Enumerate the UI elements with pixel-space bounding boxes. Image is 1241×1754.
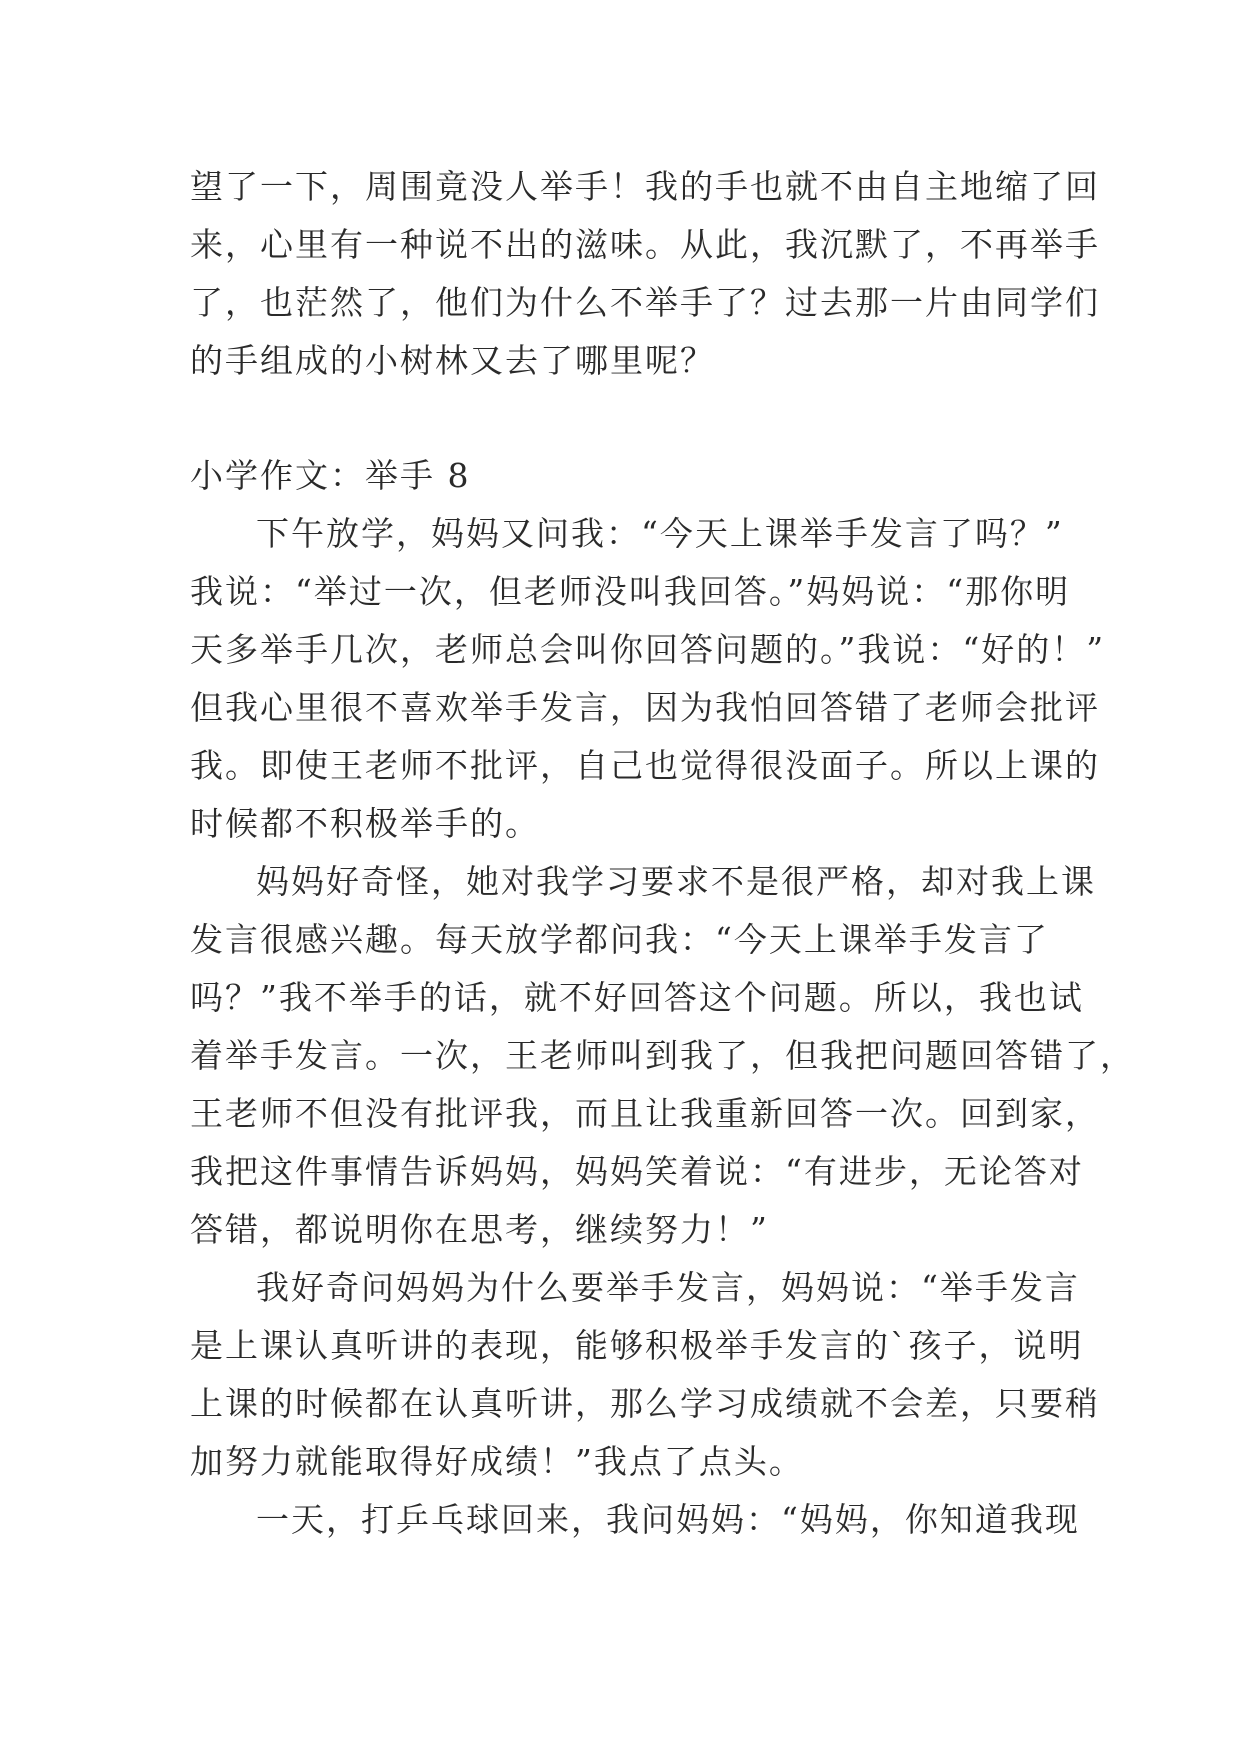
text-line: 着举手发言。一次，王老师叫到我了，但我把问题回答错了， (190, 1036, 1135, 1075)
section-body (190, 505, 1135, 1549)
text-line: 一天，打乒乓球回来，我问妈妈：“妈妈，你知道我现 (256, 1500, 1080, 1539)
paragraph-4 (190, 1491, 1080, 1549)
text-line: 王老师不但没有批评我，而且让我重新回答一次。回到家， (190, 1094, 1100, 1133)
text-line: 妈妈好奇怪，她对我学习要求不是很严格，却对我上课 (256, 862, 1096, 901)
text-line: 的手组成的小树林又去了哪里呢？ (190, 341, 715, 380)
paragraph-3 (190, 1259, 1100, 1491)
text-line: 下午放学，妈妈又问我：“今天上课举手发言了吗？” (256, 514, 1064, 553)
text-line: 望了一下，周围竟没人举手！我的手也就不由自主地缩了回 (190, 167, 1100, 206)
paragraph-1 (190, 505, 1106, 853)
paragraph-2 (190, 853, 1135, 1259)
text-line: 了，也茫然了，他们为什么不举手了？过去那一片由同学们 (190, 283, 1100, 322)
text-line: 天多举手几次，老师总会叫你回答问题的。”我说：“好的！” (190, 630, 1106, 669)
section-heading-block (190, 447, 1060, 505)
text-line: 发言很感兴趣。每天放学都问我：“今天上课举手发言了 (190, 920, 1049, 959)
text-line: 时候都不积极举手的。 (190, 804, 540, 843)
section-heading: 小学作文：举手 8 (190, 456, 471, 495)
text-line: 我。即使王老师不批评，自己也觉得很没面子。所以上课的 (190, 746, 1100, 785)
text-line: 我说：“举过一次，但老师没叫我回答。”妈妈说：“那你明 (190, 572, 1071, 611)
text-line: 但我心里很不喜欢举手发言，因为我怕回答错了老师会批评 (190, 688, 1100, 727)
text-line: 我好奇问妈妈为什么要举手发言，妈妈说：“举手发言 (256, 1268, 1080, 1307)
text-line: 加努力就能取得好成绩！”我点了点头。 (190, 1442, 804, 1481)
text-line: 我把这件事情告诉妈妈，妈妈笑着说：“有进步，无论答对 (190, 1152, 1084, 1191)
text-line: 上课的时候都在认真听讲，那么学习成绩就不会差，只要稍 (190, 1384, 1100, 1423)
continuation-paragraph (190, 158, 1100, 390)
text-line: 答错，都说明你在思考，继续努力！” (190, 1210, 769, 1249)
text-line: 吗？”我不举手的话，就不好回答这个问题。所以，我也试 (190, 978, 1084, 1017)
text-line: 来，心里有一种说不出的滋味。从此，我沉默了，不再举手 (190, 225, 1100, 264)
text-line: 是上课认真听讲的表现，能够积极举手发言的`孩子，说明 (190, 1326, 1084, 1365)
